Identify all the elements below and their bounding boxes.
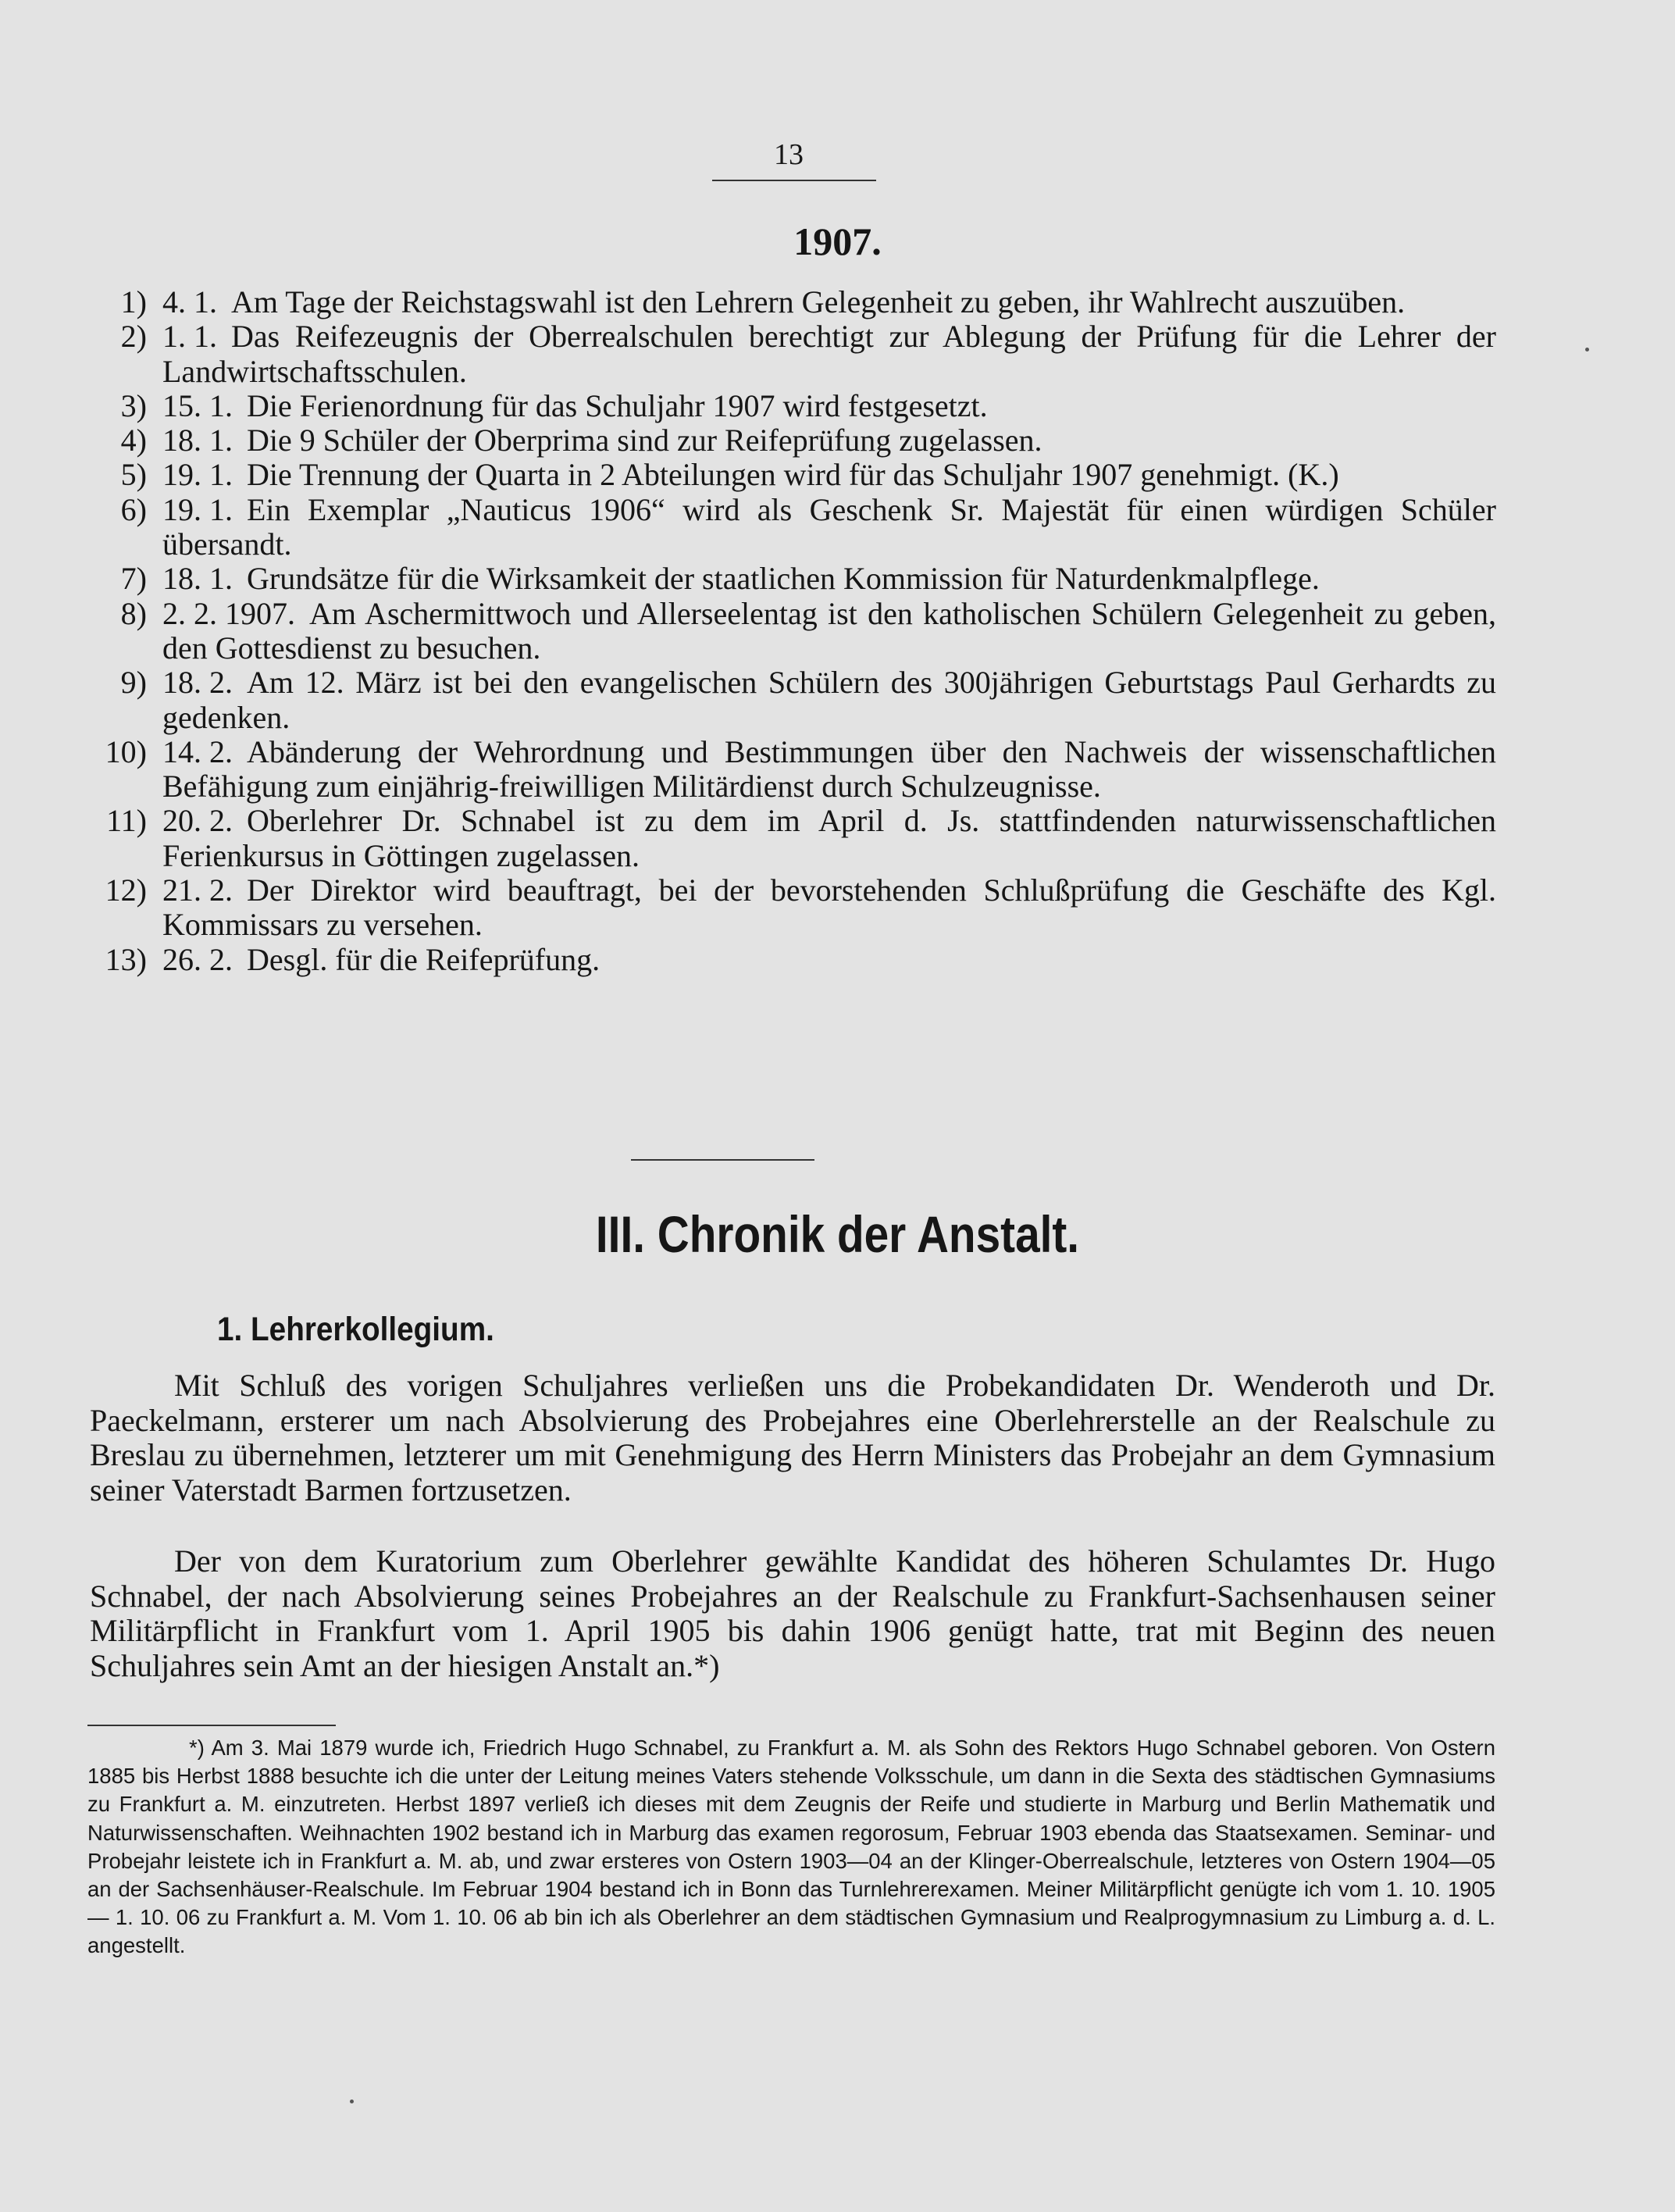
decree-text: Die Trennung der Quarta in 2 Abteilungen wird für das Schuljahr 1907 genehmigt. (K.) [247,457,1339,493]
section-heading: III. Chronik der Anstalt. [595,1205,1080,1263]
decree-date: 18. 1. [162,423,233,458]
decree-text: Am 12. März ist bei den evangelischen Schülern des 300jährigen Geburtstags Paul Gerhardts zu gedenken. [162,665,1496,735]
decree-number: 5) [120,457,147,493]
decree-number: 3) [120,387,147,423]
ink-speck [1585,348,1589,351]
decree-number: 12) [105,872,147,908]
decree-text: Die Ferienordnung für das Schuljahr 1907 wird festgesetzt. [247,387,988,423]
decree-item [102,735,1496,805]
decree-number: 7) [120,561,147,597]
year-heading: 1907. [793,219,882,263]
decree-date: 19. 1. [162,491,233,527]
decree-item [102,943,1496,977]
decree-text: Am Tage der Reichstagswahl ist den Lehrern Gelegenheit zu geben, ihr Wahlrecht auszuüben. [231,284,1406,319]
body-paragraph: Mit Schluß des vorigen Schuljahres verließen uns die Probekandidaten Dr. Wenderoth und Dr. Paeckelmann, ersterer um nach Absolvierung des Probejahres eine Oberlehrerstelle an der Realschule zu Breslau zu übernehmen, letzterer um mit Genehmigung des Herrn Ministers das Probejahr an dem Gymnasium seiner Vaterstadt Barmen fortzusetzen. [90,1368,1495,1507]
decree-text: Am Aschermittwoch und Allerseelentag ist den katholischen Schülern Gelegenheit zu geben, den Gottesdienst zu besuchen. [162,595,1496,665]
page-number-rule [712,180,876,181]
subsection-heading: 1. Lehrerkollegium. [217,1311,494,1348]
decree-number: 1) [120,284,147,319]
footnote-divider [87,1725,336,1726]
decree-date: 18. 2. [162,665,233,701]
decree-date: 19. 1. [162,457,233,493]
decree-item [102,597,1496,666]
decree-item [102,389,1496,423]
decree-text: Desgl. für die Reifeprüfung. [247,941,601,977]
decree-date: 18. 1. [162,561,233,597]
decree-date: 1. 1. [162,319,217,355]
decree-item [102,665,1496,735]
decree-number: 6) [120,491,147,527]
decree-item [102,562,1496,596]
page-number: 13 [774,138,804,171]
decree-date: 21. 2. [162,872,233,908]
decree-number: 10) [105,733,147,769]
decree-text: Die 9 Schüler der Oberprima sind zur Reifeprüfung zugelassen. [247,423,1042,458]
decree-item [102,285,1496,319]
decree-text: Oberlehrer Dr. Schnabel ist zu dem im April d. Js. stattfindenden naturwissenschaftlichen Ferienkursus in Göttingen zugelassen. [162,803,1496,873]
decree-item [102,458,1496,492]
decree-item [102,423,1496,458]
decree-date: 4. 1. [162,284,217,319]
decree-date: 2. 2. 1907. [162,595,295,631]
decree-date: 14. 2. [162,733,233,769]
decree-item [102,493,1496,562]
decree-text: Abänderung der Wehrordnung und Bestimmungen über den Nachweis der wissenschaftlichen Befähigung zum einjährig-freiwilligen Militärdienst durch Schulzeugnisse. [162,733,1496,805]
decree-date: 15. 1. [162,387,233,423]
decree-text: Der Direktor wird beauftragt, bei der bevorstehenden Schlußprüfung die Geschäfte des Kgl. Kommissars zu versehen. [162,872,1496,943]
decree-text: Das Reifezeugnis der Oberrealschulen berechtigt zur Ablegung der Prüfung für die Lehrer der Landwirtschaftsschulen. [162,319,1496,389]
body-paragraph: Der von dem Kuratorium zum Oberlehrer gewählte Kandidat des höheren Schulamtes Dr. Hugo Schnabel, der nach Absolvierung seines Probejahres an der Realschule zu Frankfurt-Sachsenhausen seiner Militärpflicht in Frankfurt vom 1. April 1905 bis dahin 1906 genügt hatte, trat mit Beginn des neuen Schuljahres sein Amt an der hiesigen Anstalt an.*) [90,1543,1495,1683]
section-divider [631,1159,814,1161]
decree-number: 13) [105,941,147,977]
decree-number: 8) [120,595,147,631]
decree-number: 9) [120,665,147,701]
decree-number: 4) [120,423,147,458]
decree-text: Ein Exemplar „Nauticus 1906“ wird als Geschenk Sr. Majestät für einen würdigen Schüler übersandt. [162,491,1496,562]
decree-item [102,873,1496,943]
decree-list [102,285,1496,977]
ink-speck [350,2100,354,2103]
decree-item [102,319,1496,389]
footnote: *) Am 3. Mai 1879 wurde ich, Friedrich Hugo Schnabel, zu Frankfurt a. M. als Sohn des Rektors Hugo Schnabel geboren. Von Ostern 1885 bis Herbst 1888 besuchte ich die unter der Leitung meines Vaters stehende Volksschule, um dann in die Sexta des städtischen Gymnasiums zu Frankfurt a. M. einzutreten. Herbst 1897 verließ ich dieses mit dem Zeugnis der Reife und studierte in Marburg und Berlin Mathematik und Naturwissenschaften. Weihnachten 1902 bestand ich in Marburg das examen regorosum, Februar 1903 ebenda das Staatsexamen. Seminar- und Probejahr leistete ich in Frankfurt a. M. ab, und zwar ersteres von Ostern 1903—04 an der Klinger-Oberrealschule, letzteres von Ostern 1904—05 an der Sachsenhäuser-Realschule. Im Februar 1904 bestand ich in Bonn das Turnlehrerexamen. Meiner Militärpflicht genügte ich vom 1. 10. 1905 — 1. 10. 06 zu Frankfurt a. M. Vom 1. 10. 06 ab bin ich als Oberlehrer an dem städtischen Gymnasium und Realprogymnasium zu Limburg a. d. L. angestellt. [87,1736,1495,1958]
decree-number: 2) [120,319,147,355]
decree-date: 26. 2. [162,941,233,977]
decree-number: 11) [106,803,147,839]
decree-date: 20. 2. [162,803,233,839]
decree-text: Grundsätze für die Wirksamkeit der staatlichen Kommission für Naturdenkmalpflege. [247,561,1320,597]
decree-item [102,804,1496,873]
